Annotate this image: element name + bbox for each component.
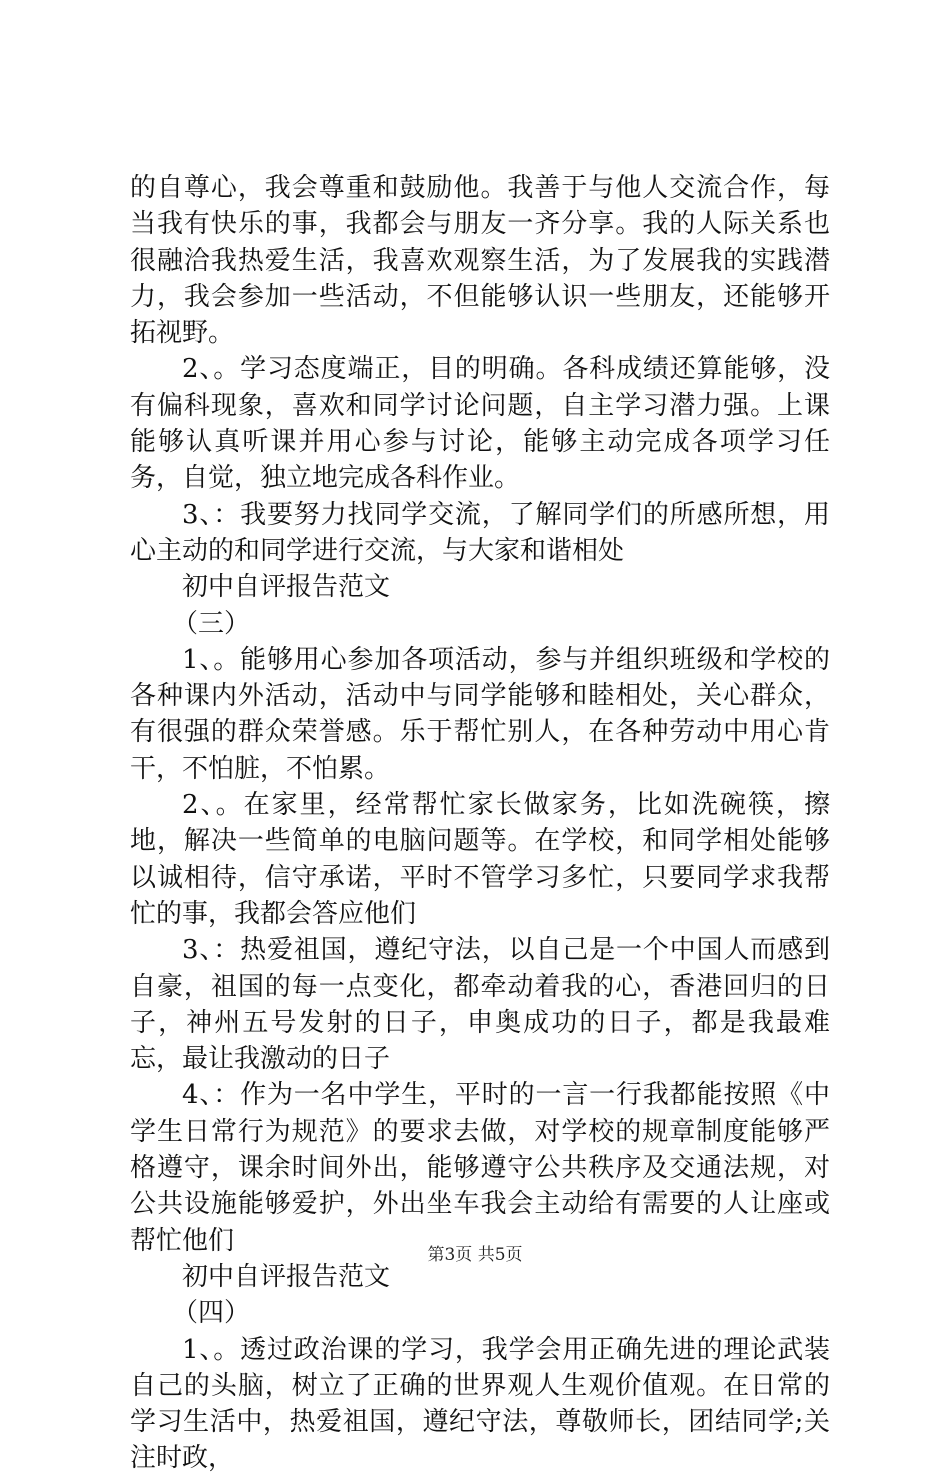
paragraph-continuation: 的自尊心，我会尊重和鼓励他。我善于与他人交流合作，每当我有快乐的事，我都会与朋友一齐分享。我的人际关系也很融洽我热爱生活，我喜欢观察生活，为了发展我的实践潜力，我会参加一些活动，不但能够认识一些朋友，还能够开拓视野。 (130, 173, 830, 349)
paragraph-item-1: 1、。能够用心参加各项活动，参与并组织班级和学校的各种课内外活动，活动中与同学能够和睦相处，关心群众，有很强的群众荣誉感。乐于帮忙别人，在各种劳动中用心肯干，不怕脏，不怕累。 (130, 644, 830, 784)
section-number-3: （三） (172, 608, 251, 639)
paragraph-item-3: 3、：我要努力找同学交流，了解同学们的所感所想，用心主动的和同学进行交流，与大家和谐相处 (130, 499, 830, 566)
section-heading-3: 初中自评报告范文 (182, 572, 391, 603)
document-body (130, 170, 830, 1477)
paragraph-item-1: 1、。透过政治课的学习，我学会用正确先进的理论武装自己的头脑，树立了正确的世界观人生观价值观。在日常的学习生活中，热爱祖国，遵纪守法，尊敬师长，团结同学;关注时政， (130, 1334, 830, 1474)
paragraph-item-2: 2、。在家里，经常帮忙家长做家务，比如洗碗筷，擦地，解决一些简单的电脑问题等。在学校，和同学相处能够以诚相待，信守承诺，平时不管学习多忙，只要同学求我帮忙的事，我都会答应他们 (130, 790, 830, 929)
section-number-4: （四） (172, 1298, 251, 1329)
paragraph-item-3: 3、：热爱祖国，遵纪守法，以自己是一个中国人而感到自豪，祖国的每一点变化，都牵动着我的心，香港回归的日子，神州五号发射的日子，申奥成功的日子，都是我最难忘，最让我激动的日子 (130, 935, 830, 1075)
paragraph-item-2: 2、。学习态度端正，目的明确。各科成绩还算能够，没有偏科现象，喜欢和同学讨论问题，自主学习潜力强。上课能够认真听课并用心参与讨论，能够主动完成各项学习任务，自觉，独立地完成各科作业。 (130, 354, 830, 494)
page-footer: 第3页 共5页 (427, 1245, 523, 1265)
paragraph-item-4: 4、：作为一名中学生，平时的一言一行我都能按照《中学生日常行为规范》的要求去做，对学校的规章制度能够严格遵守，课余时间外出，能够遵守公共秩序及交通法规，对公共设施能够爱护，外出坐车我会主动给有需要的人让座或帮忙他们 (130, 1080, 830, 1256)
section-heading-4: 初中自评报告范文 (182, 1261, 391, 1292)
